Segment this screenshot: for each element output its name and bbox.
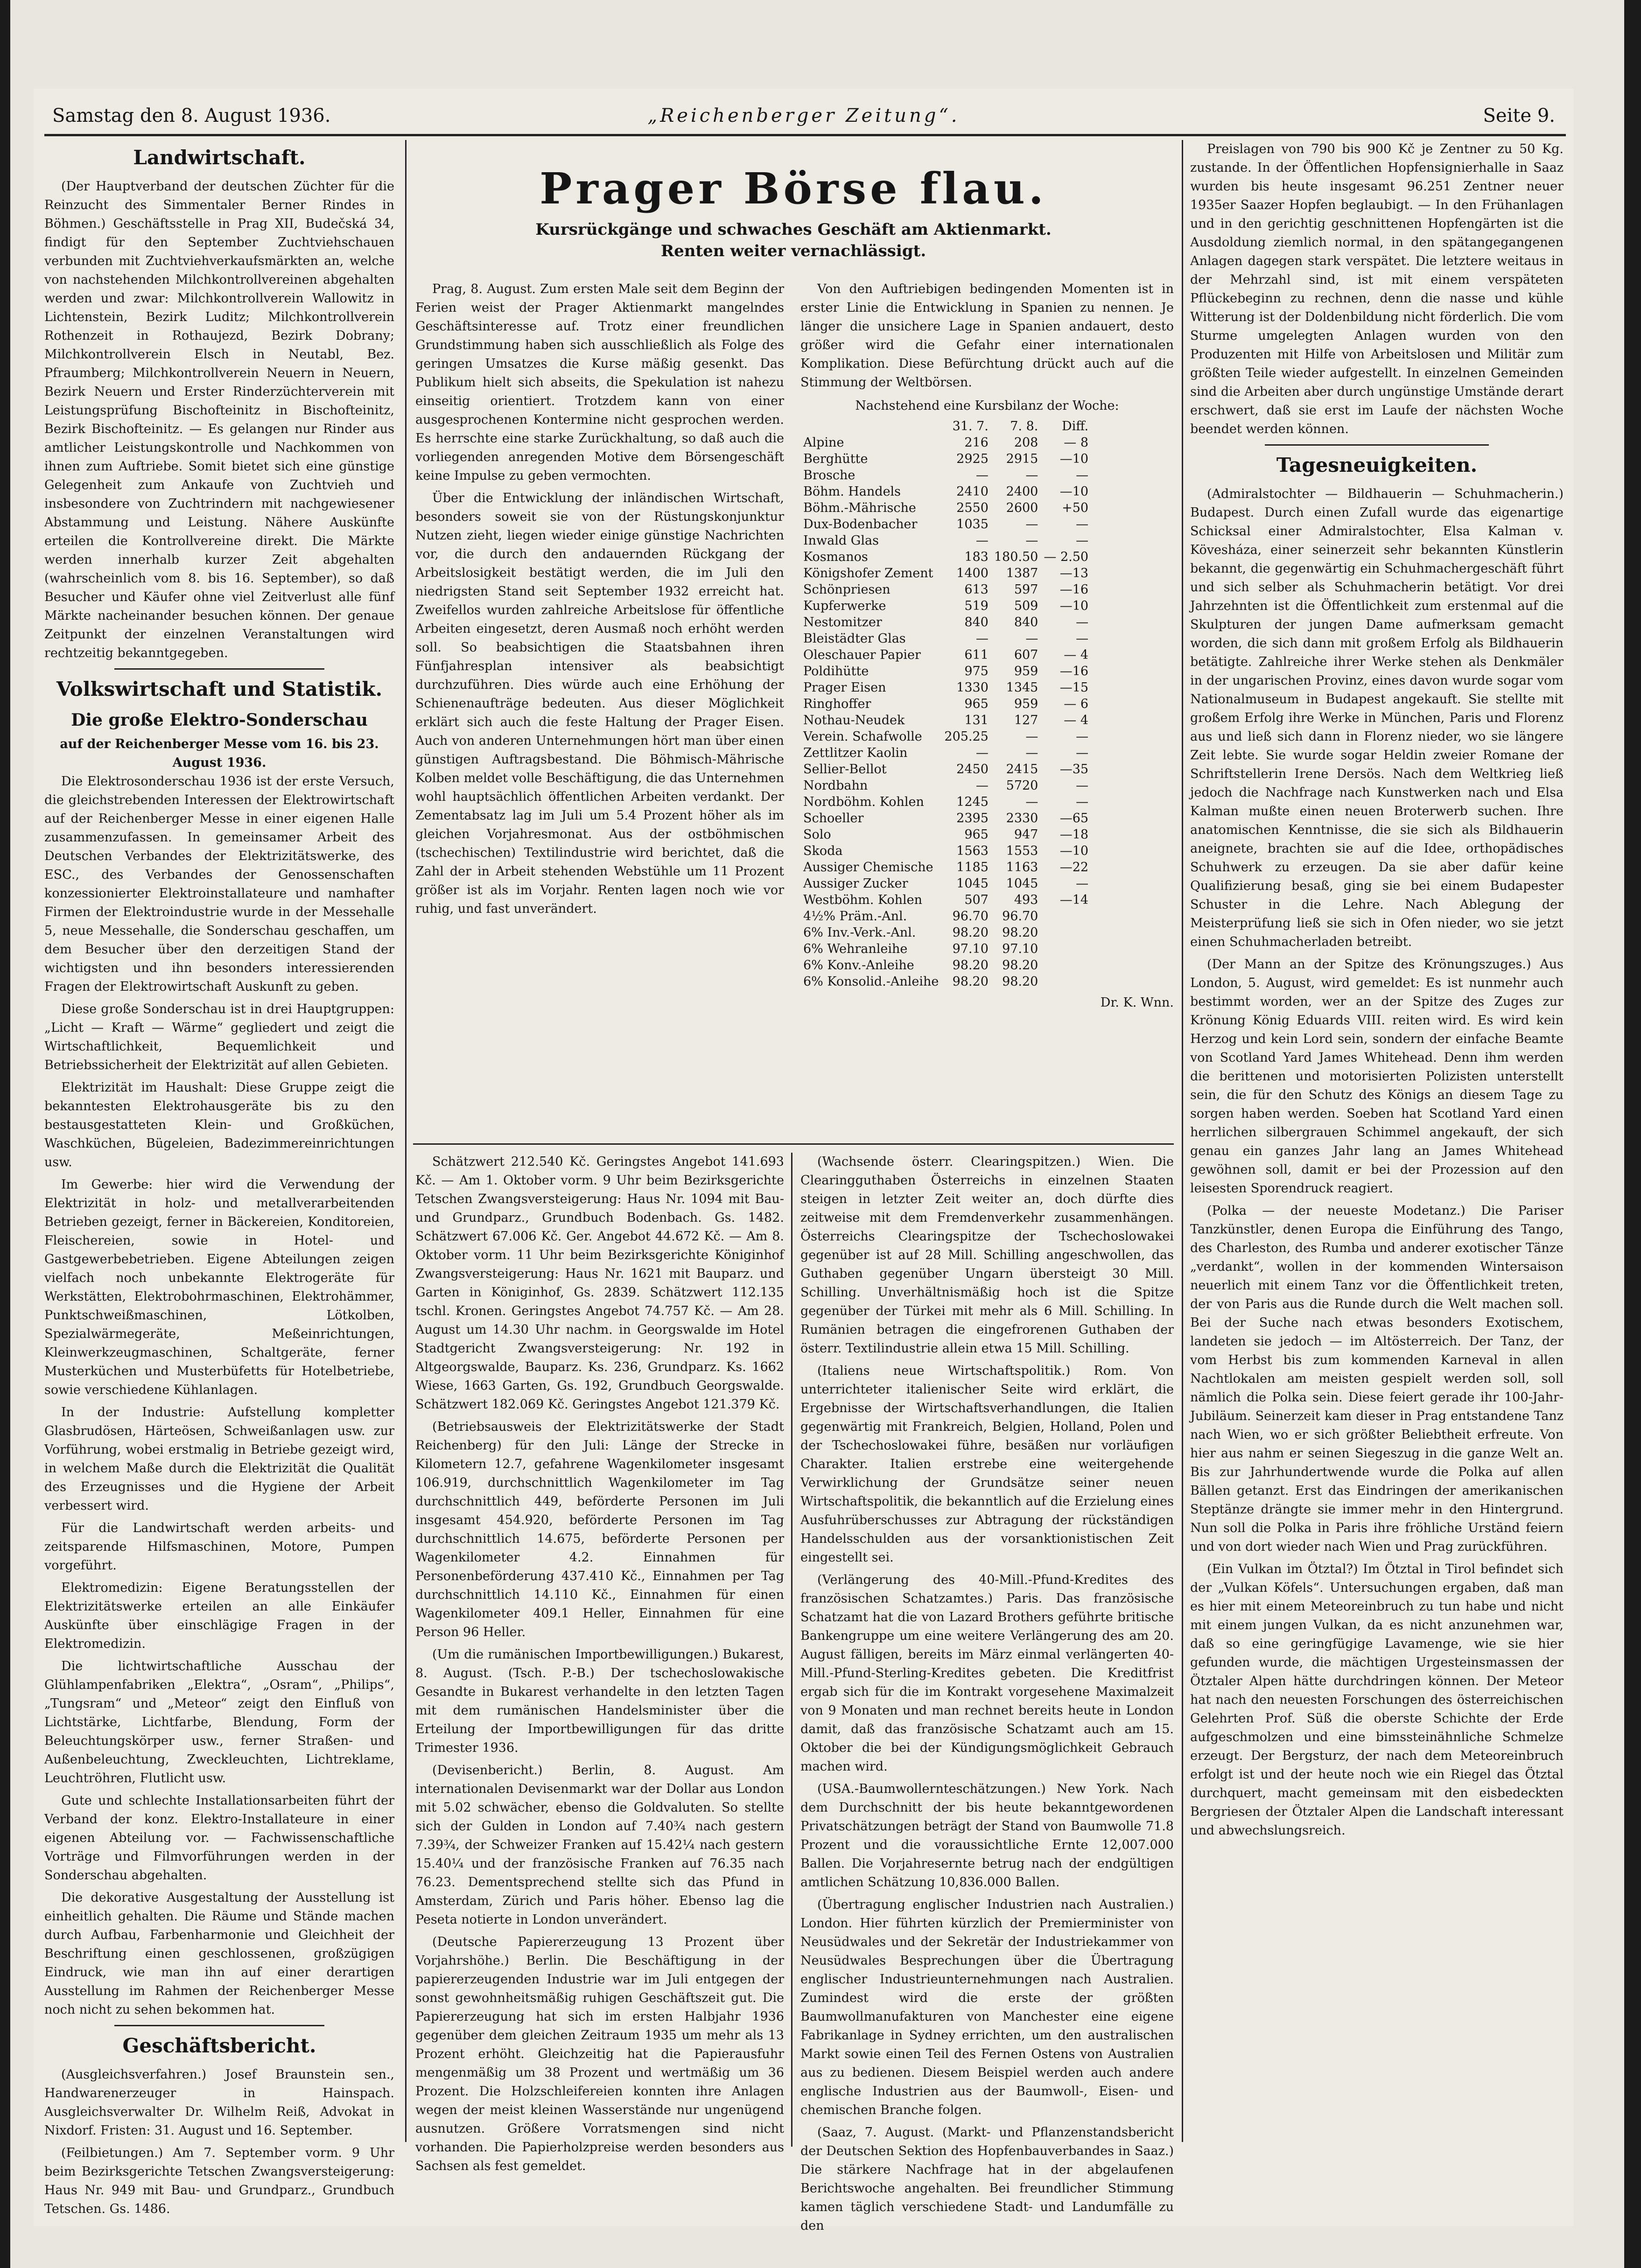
stock-value: — <box>1076 615 1089 630</box>
table-row <box>800 843 1091 859</box>
stock-value: 2410 <box>956 484 989 499</box>
table-intro: Nachstehend eine Kursbilanz der Woche: <box>855 399 1119 413</box>
section-title-volkswirtschaft: Volkswirtschaft und Statistik. <box>56 678 383 700</box>
stock-name: Berghütte <box>803 452 868 466</box>
stock-value: — <box>1076 778 1089 793</box>
article-paragraph: (Wachsende österr. Clearingspitzen.) Wien. Die Clearingguthaben Österreichs in einzelnen Staaten steigen in letzter Zeit weiter an, doch dürfte dies zeitweise mit dem Fremdenverkehr zusammenhängen. Österreichs Clearingspitze der Tschechoslowakei gegenüber ist auf 28 Mill. Schilling angeschwollen, das Guthaben gegenüber Ungarn übersteigt 30 Mill. Schilling. Unverhältnismäßig hoch ist die Spitze gegenüber der Türkei mit mehr als 6 Mill. Schilling. In Rumänien betragen die eingefrorenen Guthaben der österr. Textilindustrie allein etwa 15 Mill. Schilling. <box>800 1155 1174 1356</box>
article-paragraph: (Betriebsausweis der Elektrizitätswerke der Stadt Reichenberg) für den Juli: Länge der Strecke in Kilometern 12.7, gefahrene Wagenkilometer insgesamt 106.919, durchschnittlich Wagenkilometer im Tag durchschnittlich 449, beförderte Personen im Juli insgesamt 454.920, beförderte Personen im Tag durchschnittlich 14.675, beförderte Personen per Wagenkilometer 4.2. Einnahmen für Personenbeförderung 437.410 Kč., Einnahmen per Tag durchschnittlich 14.110 Kč., Einnahmen für einen Wagenkilometer 409.1 Heller, Einnahmen für eine Person 96 Heller. <box>415 1420 784 1639</box>
stock-name: Inwald Glas <box>803 533 879 548</box>
stock-value: 1330 <box>956 680 989 695</box>
stock-value: 2400 <box>1006 484 1038 499</box>
table-row <box>800 434 1091 451</box>
divider <box>114 668 324 670</box>
stock-value: +50 <box>1062 501 1089 515</box>
stock-value: 205.25 <box>944 729 989 744</box>
stock-value: 180.50 <box>994 550 1038 564</box>
stock-value: 127 <box>1014 713 1038 728</box>
table-row <box>800 745 1091 761</box>
stock-name: Poldihütte <box>803 664 869 679</box>
article-paragraph: Preislagen von 790 bis 900 Kč je Zentner zu 50 Kg. zustande. In der Öffentlichen Hopfensignierhalle in Saaz wurden bis heute insgesamt 96.251 Zentner neuer 1935er Saazer Hopfen beglaubigt. — In den Frühanlagen und in den gerichtig geschnittenen Hopfengärten ist die Ausdoldung ziemlich normal, in den spätangegangenen Anlagen dagegen stark verspätet. Die letztere weitaus in der Mehrzahl sind, ist mit einem verspäteten Pflückebeginn zu rechnen, denn die nasse und kühle Witterung ist der Doldenbildung nicht förderlich. Die vom Sturme umgelegten Anlagen wurden von den Produzenten mit Hilfe von Arbeitslosen und Militär zum größten Teile wieder aufgestellt. In einzelnen Gemeinden sind die Arbeiten aber durch ungünstige Umstände derart erschwert, daß sie erst im Laufe der nächsten Woche beendet werden können. <box>1190 142 1564 436</box>
stock-value: —10 <box>1059 484 1089 499</box>
stock-value: 98.20 <box>1002 958 1038 973</box>
article-paragraph: (Ausgleichsverfahren.) Josef Braunstein sen., Handwarenerzeuger in Hainspach. Ausgleichsverwalter Dr. Wilhelm Reiß, Advokat in Nixdorf. Fristen: 31. August und 16. September. <box>44 2067 394 2138</box>
table-row <box>800 549 1091 565</box>
stock-value: 5720 <box>1006 778 1038 793</box>
table-row <box>800 598 1091 614</box>
stock-value: —14 <box>1059 893 1089 907</box>
stock-name: Kupferwerke <box>803 599 886 613</box>
stock-table <box>800 418 1091 990</box>
stock-value: —10 <box>1059 844 1089 858</box>
stock-value: 2925 <box>956 452 989 466</box>
stock-value: — <box>1076 533 1089 548</box>
stock-name: Bleistädter Glas <box>803 631 906 646</box>
economic-news-right <box>800 1153 1174 2233</box>
stock-name: 6% Konsolid.-Anleihe <box>803 974 939 989</box>
stock-name: 4½% Präm.-Anl. <box>803 909 907 924</box>
stock-value: — 8 <box>1064 435 1089 450</box>
stock-value: 98.20 <box>1002 925 1038 940</box>
stock-value: — <box>1025 533 1038 548</box>
stock-name: Böhm. Handels <box>803 484 901 499</box>
article-paragraph: Diese große Sonderschau ist in drei Hauptgruppen: „Licht — Kraft — Wärme“ gegliedert und zeigt die Wirtschaftlichkeit, Bequemlichkeit und Betriebssicherheit der Elektrizität auf allen Gebieten. <box>44 1002 394 1072</box>
table-row <box>800 826 1091 843</box>
stock-value: —16 <box>1059 582 1089 597</box>
stock-name: 6% Inv.-Verk.-Anl. <box>803 925 916 940</box>
stock-name: Westböhm. Kohlen <box>803 893 923 907</box>
stock-value: 1035 <box>956 517 989 532</box>
table-row <box>800 500 1091 516</box>
stock-value: 98.20 <box>952 974 989 989</box>
article-paragraph: (Um die rumänischen Importbewilligungen.) Bukarest, 8. August. (Tsch. P.-B.) Der tschechoslowakische Gesandte in Bukarest verhandelte in den letzten Tagen mit dem rumänischen Handelsminister über die Erteilung der Importbewilligungen für das dritte Trimester 1936. <box>415 1647 784 1755</box>
stock-value: 2915 <box>1006 452 1038 466</box>
table-row <box>800 679 1091 696</box>
stock-value: — <box>1025 746 1038 760</box>
table-row <box>800 973 1091 990</box>
divider <box>114 2025 324 2026</box>
table-row <box>800 663 1091 679</box>
stock-value: —10 <box>1059 599 1089 613</box>
stock-name: Nordbahn <box>803 778 868 793</box>
table-row <box>800 451 1091 467</box>
table-row <box>800 483 1091 500</box>
stock-name: Aussiger Zucker <box>803 876 908 891</box>
stock-name: Dux-Bodenbacher <box>803 517 918 532</box>
section-rule <box>413 1143 1174 1145</box>
article-paragraph: Die lichtwirtschaftliche Ausschau der Glühlampenfabriken „Elektra“, „Osram“, „Philips“, „Tungsram“ und „Meteor“ zeigt den Einfluß von Lichtstärke, Lichtfarbe, Blendung, Form der Beleuchtungskörper usw., ferner Straßen- und Außenbeleuchtung, Zweckleuchten, Lichtreklame, Leuchtröhren, Flutlicht usw. <box>44 1659 394 1785</box>
stock-value: 1345 <box>1006 680 1038 695</box>
stock-value: — 6 <box>1064 697 1089 711</box>
table-row <box>800 908 1091 924</box>
stock-value: — 4 <box>1064 648 1089 662</box>
table-row <box>800 565 1091 581</box>
stock-value: 98.20 <box>1002 974 1038 989</box>
section-title-landwirtschaft: Landwirtschaft. <box>133 146 306 169</box>
stock-value: 1563 <box>956 844 989 858</box>
stock-value: —18 <box>1059 827 1089 842</box>
boerse-header <box>413 154 1174 275</box>
table-header: 31. 7. <box>952 419 989 434</box>
stock-name: Aussiger Chemische <box>803 860 933 875</box>
table-row <box>800 532 1091 549</box>
stock-value: 208 <box>1014 435 1038 450</box>
stock-value: — <box>975 533 989 548</box>
stock-value: 493 <box>1014 893 1038 907</box>
stock-value: 1387 <box>1006 566 1038 581</box>
stock-value <box>1041 957 1091 973</box>
stock-value: 1185 <box>956 860 989 875</box>
article-paragraph: (USA.-Baumwollernteschätzungen.) New York. Nach dem Durchschnitt der bis heute bekanntgewordenen Privatschätzungen beträgt der Stand von Baumwolle 71.8 Prozent und die voraussichtliche Ernte 12,007.000 Ballen. Die Vorjahresernte betrug nach der endgültigen amtlichen Schätzung 10,836.000 Ballen. <box>800 1782 1174 1890</box>
stock-name: Oleschauer Papier <box>803 648 921 662</box>
table-row <box>800 728 1091 745</box>
stock-name: Ringhoffer <box>803 697 871 711</box>
stock-value: — <box>1076 876 1089 891</box>
stock-value: —65 <box>1059 811 1089 826</box>
table-header <box>800 418 941 434</box>
stock-value: 2550 <box>956 501 989 515</box>
stock-name: Prager Eisen <box>803 680 886 695</box>
stock-value: — <box>1025 468 1038 483</box>
page-number: Seite 9. <box>1483 105 1555 126</box>
stock-value: 97.10 <box>952 942 989 956</box>
stock-value: 947 <box>1014 827 1038 842</box>
stock-value: 965 <box>964 697 989 711</box>
stock-value: 2395 <box>956 811 989 826</box>
stock-value: 1045 <box>956 876 989 891</box>
divider <box>1265 444 1489 446</box>
stock-value: — <box>1025 729 1038 744</box>
stock-value: — <box>1025 631 1038 646</box>
stock-value: 98.20 <box>952 958 989 973</box>
table-row <box>800 614 1091 630</box>
article-paragraph: (Polka — der neueste Modetanz.) Die Pariser Tanzkünstler, denen Europa die Einführung des Tango, des Charleston, des Rumba und anderer exotischer Tänze „verdankt“, wollen in der kommenden Wintersaison neuerlich mit einem Tanz vor die Öffentlichkeit treten, der von Paris aus die Runde durch die Welt machen soll. Bei der Suche nach etwas besonders Exotischem, landeten sie jedoch — im Altösterreich. Der Tanz, der vom Herbst bis zum kommenden Karneval in allen Nachtlokalen am meisten gespielt werden soll, soll nämlich die Polka sein. Diese feiert gerade ihr 100-Jahr-Jubiläum. Seinerzeit kam dieser in Prag entstandene Tanz nach Wien, wo er sich größter Beliebtheit erfreute. Von hier aus nahm er seinen Siegeszug in die ganze Welt an. Bis zur Jahrhundertwende wurde die Polka auf allen Bällen getanzt. Erst das Eindringen der amerikanischen Steptänze drängte sie immer mehr in den Hintergrund. Nun soll die Polka in Paris ihre fröhliche Urständ feiern und von dort wieder nach Wien und Prag zurückführen. <box>1190 1204 1564 1554</box>
stock-name: Skoda <box>803 844 843 858</box>
author-signature: Dr. K. Wnn. <box>1100 995 1174 1010</box>
stock-value: — 2.50 <box>1044 550 1089 564</box>
issue-date: Samstag den 8. August 1936. <box>52 105 331 126</box>
table-row <box>800 630 1091 647</box>
boerse-column-right <box>800 280 1174 1139</box>
stock-name: 6% Konv.-Anleihe <box>803 958 914 973</box>
article-paragraph: Die Elektrosonderschau 1936 ist der erste Versuch, die gleichstrebenden Interessen der Elektrowirtschaft auf der Reichenberger Messe in einer eigenen Halle zusammenzufassen. In gemeinsamer Arbeit des Deutschen Verbandes der Elektrizitätswerke, des ESC., des Verbandes der Genossenschaften konzessionierter Elektroinstallateure und namhafter Firmen der Elektroindustrie wurde in der Messehalle 5, neue Messehalle, die Sonderschau geschaffen, um dem Besucher über den derzeitigen Stand der wichtigsten und ihn besonders interessierenden Fragen der Elektrowirtschaft Auskunft zu geben. <box>44 774 394 994</box>
article-paragraph: Über die Entwicklung der inländischen Wirtschaft, besonders soweit sie von der Rüstungskonjunktur Nutzen zieht, liegen wieder einige günstige Nachrichten vor, die durch den andauernden Rückgang der Arbeitslosigkeit bestätigt werden, die im Juli den niedrigsten Stand seit September 1932 erreicht hat. Zweifellos wurden zahlreiche Arbeitslose für öffentliche Arbeiten eingesetzt, deren Ausmaß noch erhöht werden soll. So beabsichtigen die Staatsbahnen ihren Fünfjahresplan intensiver als beabsichtigt durchzuführen. Dies würde auch eine Erhöhung der Schienenaufträge bedeuten. Aus dieser Möglichkeit erklärt sich auch die feste Haltung der Prager Eisen. Auch von anderen Unternehmungen hört man über einen günstigen Auftragsbestand. Die Böhmisch-Mährische Kolben meldet volle Beschäftigung, die das Unternehmen wohl hauptsächlich öffentlichen Arbeiten verdankt. Der Zementabsatz lag im Juli um 5.4 Prozent höher als im gleichen Vorjahresmonat. Aus der ostböhmischen (tschechischen) Textilindustrie wird berichtet, daß die Zahl der in Arbeit stehenden Webstühle um 11 Prozent größer ist als im Vorjahr. Renten lagen noch wie vor ruhig, und fast unverändert. <box>415 491 785 916</box>
section-title-tagesneuigkeiten: Tagesneuigkeiten. <box>1276 454 1478 476</box>
table-row <box>800 810 1091 826</box>
stock-value: 1400 <box>956 566 989 581</box>
stock-value <box>1041 941 1091 957</box>
table-row <box>800 761 1091 777</box>
article-paragraph: Elektrizität im Haushalt: Diese Gruppe zeigt die bekanntesten Elektrohausgeräte bis zu den bestausgestatteten Klein- und Großküchen, Waschküchen, Bügeleien, Badezimmereinrichtungen usw. <box>44 1080 394 1169</box>
stock-value: 611 <box>964 648 989 662</box>
stock-name: Schoeller <box>803 811 864 826</box>
stock-value: 96.70 <box>952 909 989 924</box>
stock-value: — <box>1076 517 1089 532</box>
stock-name: Nestomitzer <box>803 615 882 630</box>
stock-value <box>1041 973 1091 990</box>
stock-name: Verein. Schafwolle <box>803 729 922 744</box>
stock-value: 1045 <box>1006 876 1038 891</box>
stock-value: 96.70 <box>1002 909 1038 924</box>
boerse-subheadline-2: Renten weiter vernachlässigt. <box>660 242 926 260</box>
stock-value: 613 <box>964 582 989 597</box>
stock-value: 1163 <box>1006 860 1038 875</box>
table-row <box>800 712 1091 728</box>
stock-name: Zettlitzer Kaolin <box>803 746 908 760</box>
column-rule <box>405 140 407 2142</box>
stock-value: —10 <box>1059 452 1089 466</box>
article-paragraph: (Deutsche Papiererzeugung 13 Prozent über Vorjahrshöhe.) Berlin. Die Beschäftigung in der papiererzeugenden Industrie war im Juli entgegen der sonst gewohnheitsmäßig ruhigen Geschäftszeit gut. Die Papiererzeugung hat sich im ersten Halbjahr 1936 gegenüber dem gleichen Zeitraum 1935 um mehr als 13 Prozent erhöht. Gleichzeitig hat die Papierausfuhr mengenmäßig um 38 Prozent und wertmäßig um 36 Prozent. Die Holzschleifereien konnten ihre Anlagen wegen der meist kleinen Wasserstände nur ungenügend ausnutzen. Größere Vorratsmengen sind nicht vorhanden. Die Papierholzpreise werden besonders aus Sachsen als fest gemeldet. <box>415 1935 784 2173</box>
stock-value: — <box>1025 795 1038 809</box>
article-paragraph: Im Gewerbe: hier wird die Verwendung der Elektrizität in holz- und metallverarbeitenden Betrieben gezeigt, ferner in Bäckereien, Konditoreien, Fleischereien, sowie in Hotel- und Gastgewerbebetrieben. Eigene Abteilungen zeigen vielfach noch unbekannte Elektrogeräte für Werkstätten, Elektrobohrmaschinen, Elektrohämmer, Punktschweißmaschinen, Lötkolben, Spezialwärmegeräte, Meßeinrichtungen, Kleinwerkzeugmaschinen, Schaltgeräte, ferner Musterküchen und Musterbüfetts für Hotelbetriebe, sowie verschiedene Kühlanlagen. <box>44 1177 394 1397</box>
article-paragraph: (Der Hauptverband der deutschen Züchter für die Reinzucht des Simmentaler Berner Rindes in Böhmen.) Geschäftsstelle in Prag XII, Budečská 34, findigt für den September Zuchtviehschauen verbunden mit Zuchtviehverkaufsmärkten an, welche von nachstehenden Milchkontrollvereinen abgehalten werden und zwar: Milchkontrollverein Wallowitz in Lichtenstein, Bezirk Luditz; Milchkontrollverein Rothenzeit in Rothaujezd, Bezirk Dobrany; Milchkontrollverein Elsch in Neutabl, Bez. Pfraumberg; Milchkontrollverein Neuern in Neuern, Bezirk Neuern und Erster Rinderzüchterverein mit Leistungsprüfung Bischofteinitz in Bischofteinitz, Bezirk Bischofteinitz. — Es gelangen nur Rinder aus amtlicher Leistungskontrolle und Nachkommen von ihnen zum Auftriebe. Somit bietet sich eine günstige Gelegenheit zum Ankaufe von Zuchtvieh und insbesondere von Zuchtrindern mit nachgewiesener Abstammung und Leistung. Nähere Auskünfte erteilen die Kontrollvereine direkt. Die Märkte werden innerhalb kurzer Zeit abgehalten (wahrscheinlich vom 8. bis 16. September), so daß Besucher und Käufer ohne viel Zeitverlust alle fünf Märkte nacheinander besuchen können. Der genaue Zeitpunkt der einzelnen Veranstaltungen wird rechtzeitig bekanntgegeben. <box>44 179 394 660</box>
stock-value: 183 <box>964 550 989 564</box>
article-paragraph: (Admiralstochter — Bildhauerin — Schuhmacherin.) Budapest. Durch einen Zufall wurde das eigenartige Schicksal einer Admiralstochter, Elsa Kalman v. Kövesháza, einer seinerzeit sehr bekannten Künstlerin bekannt, die gegenwärtig ein Schuhmachergeschäft führt und sich selber als Schuhmacherin betätigt. Vor drei Jahrzehnten ist die Öffentlichkeit zum erstenmal auf die Skulpturen der jungen Dame aufmerksam gemacht worden, die sich dann mit großem Erfolg als Bildhauerin betätigte. Zahlreiche ihrer Werke stehen als Denkmäler in der ungarischen Provinz, eines davon wurde sogar vom Nationalmuseum in Budapest angekauft. Sie stellte mit großem Erfolg ihre Werke in München, Paris und Florenz aus und ließ sich dann in Florenz nieder, wo sie längere Zeit lebte. Sie wurde sogar Heldin zweier Romane der Schriftstellerin Irene Dersös. Nach dem Weltkrieg ließ jedoch die Nachfrage nach Kunstwerken nach und Elsa Kalman mußte einen neuen Broterwerb suchen. Ihre anatomischen Kenntnisse, die sie sich als Bildhauerin aneignete, brachten sie auf die Idee, orthopädisches Schuhwerk zu erzeugen. Da sie aber dafür keine Qualifizierung besaß, ging sie bei einem Budapester Schuster in die Lehre. Nach Ablegung der Meisterprüfung ließ sie sich in Ofen nieder, wo sie jetzt einen Schuhmacherladen betreibt. <box>1190 487 1564 949</box>
stock-value: — <box>1025 517 1038 532</box>
article-paragraph: (Italiens neue Wirtschaftspolitik.) Rom. Von unterrichteter italienischer Seite wird erklärt, die Ergebnisse der Wirtschaftsverhandlungen, die Italien gegenwärtig mit Frankreich, Belgien, Holland, Polen und der Tschechoslowakei führe, besäßen nur vorläufigen Charakter. Italien erstrebe eine weitergehende Verwirklichung der Grundsätze seiner neuen Wirtschaftspolitik, die bekanntlich auf die Erzielung eines Ausfuhrüberschusses zur Abtragung der rückständigen Handelsschulden aus der vorsanktionistischen Zeit eingestellt sei. <box>800 1364 1174 1565</box>
stock-value: 98.20 <box>952 925 989 940</box>
stock-value: — <box>975 631 989 646</box>
article-subheadline: auf der Reichenberger Messe vom 16. bis 23. August 1936. <box>60 737 379 770</box>
stock-name: Nordböhm. Kohlen <box>803 795 924 809</box>
stock-name: Alpine <box>803 435 844 450</box>
table-row <box>800 794 1091 810</box>
stock-value: 597 <box>1014 582 1038 597</box>
stock-value: —15 <box>1059 680 1089 695</box>
stock-value <box>1041 908 1091 924</box>
article-paragraph: Gute und schlechte Installationsarbeiten führt der Verband der konz. Elektro-Installateure in einer eigenen Abteilung vor. — Fachwissenschaftliche Vorträge und Filmvorführungen werden in der Sonderschau abgehalten. <box>44 1793 394 1883</box>
article-paragraph: Von den Auftriebigen bedingenden Momenten ist in erster Linie die Entwicklung in Spanien zu nennen. Je länger die unsichere Lage in Spanien andauert, desto größer wird die Gefahr einer internationalen Komplikation. Diese Befürchtung drückt auch auf die Stimmung der Weltbörsen. <box>800 282 1174 390</box>
stock-name: Brosche <box>803 468 856 483</box>
stock-name: Böhm.-Mährische <box>803 501 916 515</box>
stock-value: 840 <box>964 615 989 630</box>
stock-value: — <box>975 746 989 760</box>
stock-value: 519 <box>964 599 989 613</box>
stock-value: 131 <box>964 713 989 728</box>
stock-value: 840 <box>1014 615 1038 630</box>
table-header: 7. 8. <box>1010 419 1038 434</box>
stock-value: — 4 <box>1064 713 1089 728</box>
article-paragraph: Prag, 8. August. Zum ersten Male seit dem Beginn der Ferien weist der Prager Aktienmarkt mangelndes Geschäftsinteresse auf. Trotz einer freundlichen Grundstimmung haben sich ausschließlich als Folge des geringen Umsatzes die Kurse mäßig gesenkt. Das Publikum hielt sich abseits, die Spekulation ist nahezu einseitig orientiert. Trotzdem kann von einer ausgesprochenen Kontermine nicht gesprochen werden. Es herrschte eine starke Zurückhaltung, so daß auch die vorliegenden anregenden Motive dem Börsengeschäft keine Impulse zu geben vermochten. <box>415 282 784 483</box>
table-header: Diff. <box>1061 419 1089 434</box>
stock-value: —35 <box>1059 762 1089 777</box>
stock-value: — <box>1076 746 1089 760</box>
stock-name: Kosmanos <box>803 550 868 564</box>
stock-value: — <box>1076 795 1089 809</box>
column-rule <box>1182 140 1183 2142</box>
article-paragraph: Schätzwert 212.540 Kč. Geringstes Angebot 141.693 Kč. — Am 1. Oktober vorm. 9 Uhr beim Bezirksgerichte Tetschen Zwangsversteigerung: Haus Nr. 1094 mit Bau- und Grundparz., Grundbuch Bodenbach. Gs. 1482. Schätzwert 67.006 Kč. Ger. Angebot 44.672 Kč. — Am 8. Oktober vorm. 11 Uhr beim Bezirksgerichte Königinhof Zwangsversteigerung: Haus Nr. 1621 mit Bauparz. und Garten in Königinhof, Gs. 2839. Schätzwert 112.135 tschl. Kronen. Geringstes Angebot 74.757 Kč. — Am 28. August um 14.30 Uhr nachm. in Georgswalde im Hotel Stadtgericht Zwangsversteigerung: Nr. 192 in Altgeorgswalde, Bauparz. Ks. 236, Grundparz. Ks. 1662 Wiese, 1663 Garten, Gs. 192, Grundbuch Georgswalde. Schätzwert 182.069 Kč. Geringstes Angebot 121.379 Kč. <box>415 1155 784 1412</box>
stock-value: 959 <box>1014 664 1038 679</box>
article-paragraph: Für die Landwirtschaft werden arbeits- und zeitsparende Hilfsmaschinen, Motore, Pumpen vorgeführt. <box>44 1521 394 1573</box>
scan-edge <box>0 0 10 2268</box>
stock-value: — <box>975 468 989 483</box>
header-rule <box>44 134 1566 136</box>
article-paragraph: (Verlängerung des 40-Mill.-Pfund-Kredites des französischen Schatzamtes.) Paris. Das französische Schatzamt hat die von Lazard Brothers geführte britische Bankengruppe um eine weitere Verlängerung des am 20. August fälligen, bereits im März einmal verlängerten 40-Mill.-Pfund-Sterling-Kredites gebeten. Die Kreditfrist ergab sich für die im Kontrakt vorgesehene Maximalzeit von 9 Monaten und man rechnet bereits heute in London damit, daß das französische Schatzamt auch am 15. Oktober die bei der Kündigungsmöglichkeit Gebrauch machen wird. <box>800 1573 1174 1774</box>
stock-name: Solo <box>803 827 831 842</box>
stock-value <box>1041 924 1091 941</box>
stock-value: 965 <box>964 827 989 842</box>
masthead <box>34 100 1574 133</box>
stock-name: Nothau-Neudek <box>803 713 905 728</box>
article-paragraph: (Devisenbericht.) Berlin, 8. August. Am internationalen Devisenmarkt war der Dollar aus London mit 5.02 schwächer, ebenso die Goldvaluten. So stellte sich der Gulden in London auf 7.40¾ nach gestern 7.39¾, der Schweizer Franken auf 15.42¼ nach gestern 15.40¼ und der französische Franken auf 76.35 nach 76.23. Dementsprechend stellte sich das Pfund in Amsterdam, Zürich und Paris höher. Ebenso lag die Peseta notierte in London unverändert. <box>415 1763 784 1927</box>
stock-name: 6% Wehranleihe <box>803 942 908 956</box>
scan-edge <box>1624 0 1641 2268</box>
stock-value: 1245 <box>956 795 989 809</box>
article-paragraph: (Der Mann an der Spitze des Krönungszuges.) Aus London, 5. August, wird gemeldet: Es ist nunmehr auch bestimmt worden, wer an der Spitze des Zuges zur Krönung König Eduards VIII. reiten wird. Es wird kein Herzog und kein Lord sein, sondern der einfache Beamte von Scotland Yard James Whitehead. Denn ihm werden die berittenen und motorisierten Polizisten unterstellt sein, die für den Schutz des Königs an diesem Tage zu sorgen haben werden. Soeben hat Scotland Yard einen herrlichen silbergrauen Schimmel angekauft, der sich genau ein ganzes Jahr lang an James Whitehead gewöhnen soll, damit er bei der Prozession auf den leisesten Sporendruck reagiert. <box>1190 957 1564 1196</box>
stock-value: —16 <box>1059 664 1089 679</box>
stock-value: 2330 <box>1006 811 1038 826</box>
table-row <box>800 924 1091 941</box>
economic-news-left <box>415 1153 784 2173</box>
table-row <box>800 777 1091 794</box>
stock-value: — <box>1076 631 1089 646</box>
table-row <box>800 957 1091 973</box>
article-paragraph: (Feilbietungen.) Am 7. September vorm. 9 Uhr beim Bezirksgerichte Tetschen Zwangsversteigerung: Haus Nr. 949 mit Bau- und Grundparz., Grundbuch Tetschen. Gs. 1486. <box>44 2146 394 2216</box>
stock-value: 959 <box>1014 697 1038 711</box>
table-row <box>800 581 1091 598</box>
article-paragraph: Elektromedizin: Eigene Beratungsstellen der Elektrizitätswerke erteilen an alle Einkäufer Auskünfte über einschlägige Fragen in der Elektromedizin. <box>44 1581 394 1651</box>
table-row <box>800 467 1091 483</box>
stock-value: 607 <box>1014 648 1038 662</box>
stock-value: 97.10 <box>1002 942 1038 956</box>
stock-name: Schönpriesen <box>803 582 891 597</box>
stock-value: 2415 <box>1006 762 1038 777</box>
newspaper-title: „Reichenberger Zeitung“. <box>647 105 960 126</box>
right-column <box>1190 140 1564 2142</box>
column-rule <box>791 1153 792 2147</box>
stock-value: 216 <box>964 435 989 450</box>
left-column <box>44 140 394 2216</box>
stock-value: 2600 <box>1006 501 1038 515</box>
table-row <box>800 859 1091 875</box>
stock-value: — <box>1076 468 1089 483</box>
table-row <box>800 875 1091 892</box>
stock-value: — <box>975 778 989 793</box>
stock-value: 507 <box>964 893 989 907</box>
stock-value: —13 <box>1059 566 1089 581</box>
article-paragraph: (Übertragung englischer Industrien nach Australien.) London. Hier führten kürzlich der Premierminister von Neusüdwales und der Sekretär der Industriekammer von Neusüdwales Besprechungen über die Übertragung englischer Industrieunternehmungen nach Australien. Zumindest wird die erste der größten Baumwollmanufakturen von Manchester eine eigene Fabrikanlage in Sydney errichten, um den australischen Markt sowie einen Teil des Fernen Ostens von Australien aus zu bedienen. Diesem Beispiel werden auch andere englische Industrien aus der Baumwoll-, Eisen- und chemischen Branche folgen. <box>800 1897 1174 2117</box>
article-paragraph: Die dekorative Ausgestaltung der Ausstellung ist einheitlich gehalten. Die Räume und Stände machen durch Aufbau, Farbenharmonie und Gleichheit der Beschriftung einen geschlossenen, großzügigen Eindruck, wie man ihn auf einer derartigen Ausstellung im Rahmen der Reichenberger Messe noch nicht zu sehen bekommen hat. <box>44 1890 394 2017</box>
stock-value: 975 <box>964 664 989 679</box>
table-row <box>800 892 1091 908</box>
table-row <box>800 516 1091 532</box>
stock-value: —22 <box>1059 860 1089 875</box>
table-row <box>800 696 1091 712</box>
article-paragraph: (Saaz, 7. August. (Markt- und Pflanzenstandsbericht der Deutschen Sektion des Hopfenbauverbandes in Saaz.) Die stärkere Nachfrage hat in der abgelaufenen Berichtswoche angehalten. Bei freundlicher Stimmung kamen täglich verschiedene Stadt- und Landumfälle zu den <box>800 2125 1174 2233</box>
table-header-row <box>800 418 1091 434</box>
stock-value: — <box>1076 729 1089 744</box>
stock-name: Sellier-Bellot <box>803 762 887 777</box>
stock-value: 1553 <box>1006 844 1038 858</box>
boerse-column-left <box>415 280 784 1139</box>
boerse-subheadline: Kursrückgänge und schwaches Geschäft am Aktienmarkt. <box>535 220 1052 239</box>
table-row <box>800 941 1091 957</box>
article-paragraph: In der Industrie: Aufstellung kompletter Glasbrudösen, Härteösen, Schweißanlagen usw. zur Vorführung, wobei erstmalig in Betriebe gezeigt wird, in welchem Maße durch die Elektrizität die Qualität des Erzeugnisses und die Hygiene der Arbeit verbessert wird. <box>44 1405 394 1513</box>
stock-value: 509 <box>1014 599 1038 613</box>
table-row <box>800 647 1091 663</box>
stock-value: 2450 <box>956 762 989 777</box>
section-title-geschaeftsbericht: Geschäftsbericht. <box>122 2034 316 2057</box>
article-paragraph: (Ein Vulkan im Ötztal?) Im Ötztal in Tirol befindet sich der „Vulkan Köfels“. Untersuchungen ergaben, daß man es hier mit einem Meteoreinbruch zu tun habe und nicht mit einem jungen Vulkan, da es nicht anzunehmen war, daß so eine geringfügige Lavamenge, wie sie hier gefunden wurde, die mächtigen Urgesteinsmassen der Ötztaler Alpen hätte durchdringen können. Der Meteor hat nach den neuesten Forschungen des österreichischen Gelehrten Prof. Süß die oberste Schichte der Erde aufgeschmolzen und eine bimssteinähnliche Schmelze erzeugt. Der Bergsturz, der nach dem Meteoreinbruch erfolgt ist und der heute noch wie ein Riegel das Ötztal durchquert, macht gemeinsam mit den eisbedeckten Bergriesen der Ötztaler Alpen die Landschaft interessant und abwechslungsreich. <box>1190 1562 1564 1838</box>
stock-name: Königshofer Zement <box>803 566 933 581</box>
article-headline: Die große Elektro-Sonderschau <box>71 710 368 730</box>
boerse-headline: Prager Börse flau. <box>540 163 1047 214</box>
